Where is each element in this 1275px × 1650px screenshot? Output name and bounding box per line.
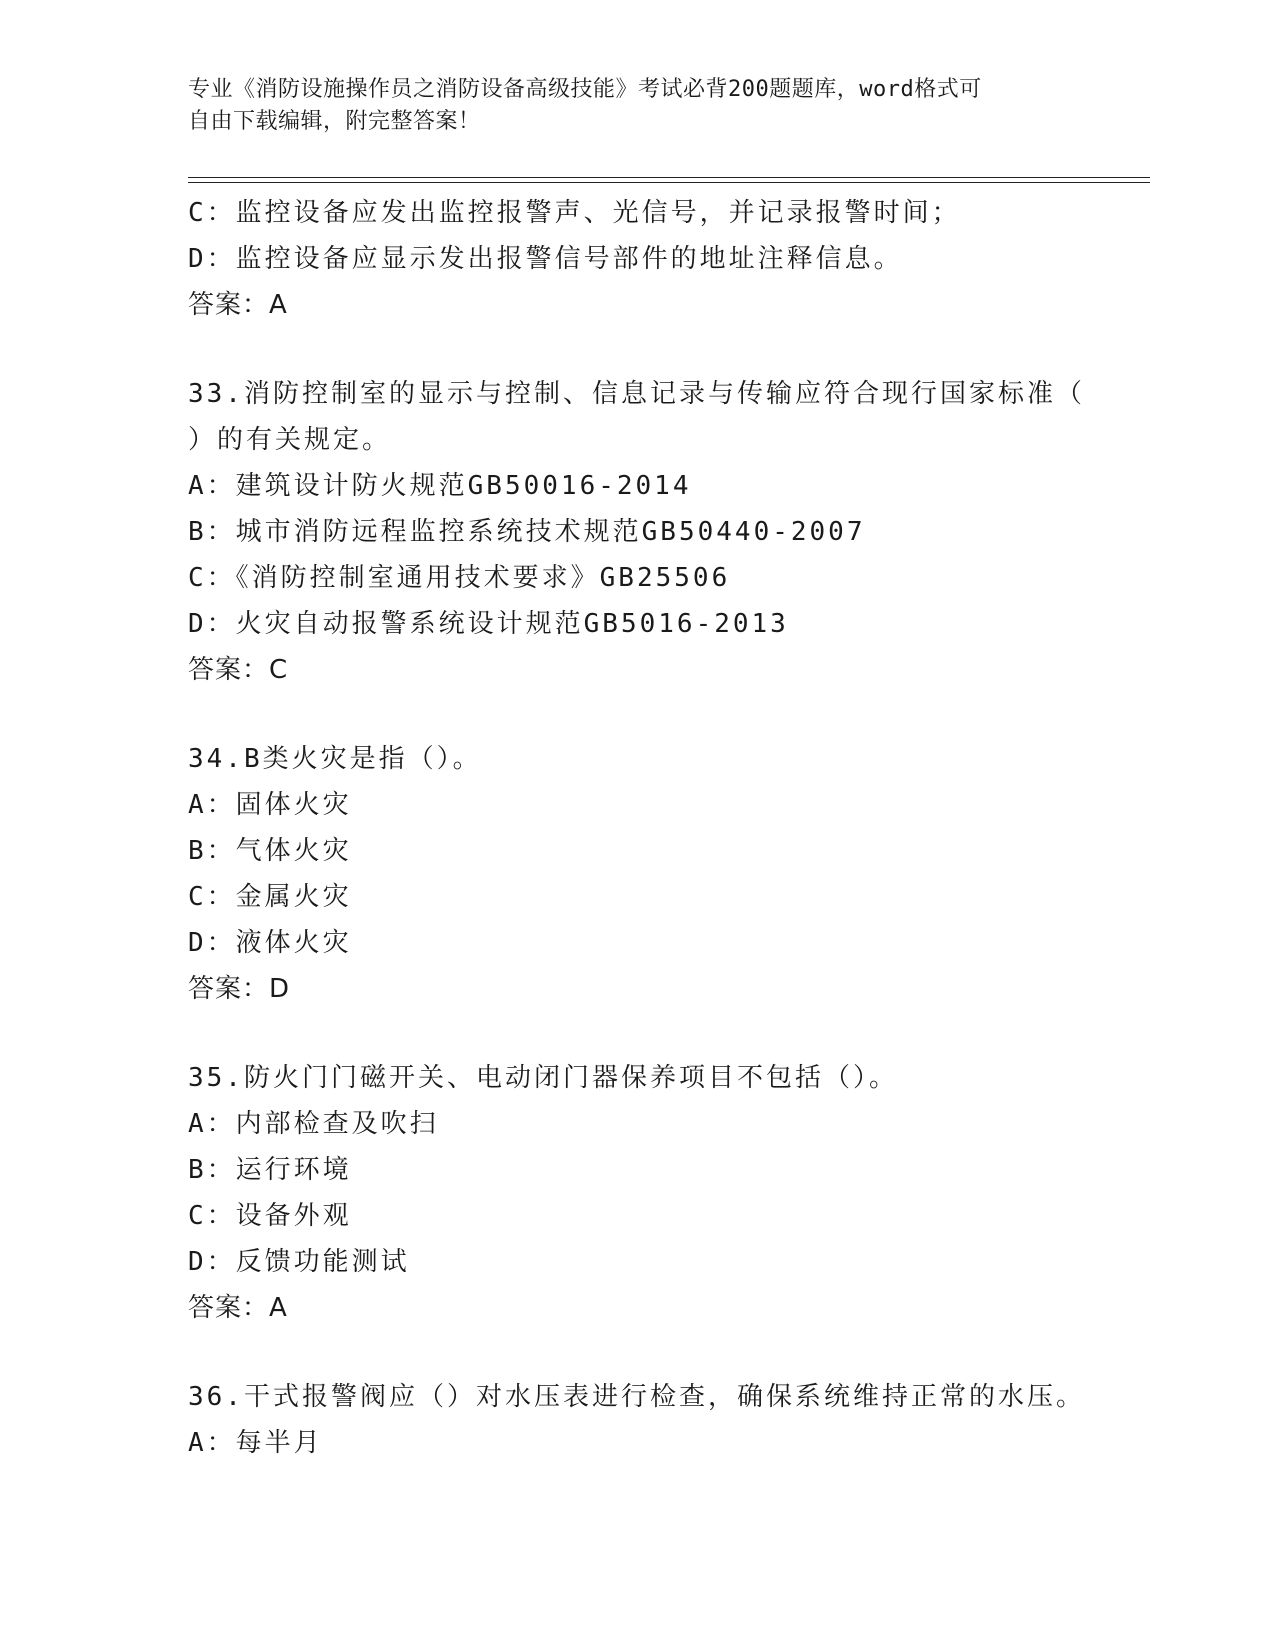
option-b: B：城市消防远程监控系统技术规范GB50440-2007 bbox=[188, 517, 866, 547]
option-a: A：每半月 bbox=[188, 1428, 323, 1458]
question-33 bbox=[188, 371, 1108, 693]
answer-line: 答案：C bbox=[188, 655, 289, 685]
option-b: B：运行环境 bbox=[188, 1155, 352, 1185]
header-divider-top bbox=[188, 177, 1150, 178]
question-34 bbox=[188, 736, 1108, 1012]
option-b: B：气体火灾 bbox=[188, 836, 352, 866]
option-d: D：火灾自动报警系统设计规范GB5016-2013 bbox=[188, 609, 789, 639]
option-d: D：液体火灾 bbox=[188, 928, 352, 958]
answer-line: 答案：A bbox=[188, 1293, 288, 1323]
option-d: D：监控设备应显示发出报警信号部件的地址注释信息。 bbox=[188, 244, 903, 274]
question-stem: 33.消防控制室的显示与控制、信息记录与传输应符合现行国家标准（ bbox=[188, 379, 1085, 409]
question-35 bbox=[188, 1055, 1108, 1331]
header-line-1: 专业《消防设施操作员之消防设备高级技能》考试必背200题题库，word格式可 bbox=[188, 77, 982, 102]
question-36 bbox=[188, 1374, 1108, 1466]
answer-line: 答案：D bbox=[188, 974, 291, 1004]
question-stem: 35.防火门门磁开关、电动闭门器保养项目不包括（）。 bbox=[188, 1063, 898, 1093]
header-line-2: 自由下载编辑，附完整答案！ bbox=[188, 109, 481, 134]
header-divider-bottom bbox=[188, 182, 1150, 183]
previous-question-tail bbox=[188, 190, 1108, 328]
question-stem: 36.干式报警阀应（）对水压表进行检查，确保系统维持正常的水压。 bbox=[188, 1382, 1085, 1412]
question-stem-continued: ）的有关规定。 bbox=[188, 425, 392, 455]
question-stem: 34.B类火灾是指（）。 bbox=[188, 744, 482, 774]
document-header bbox=[188, 74, 1088, 138]
option-a: A：建筑设计防火规范GB50016-2014 bbox=[188, 471, 692, 501]
option-d: D：反馈功能测试 bbox=[188, 1247, 410, 1277]
answer-line: 答案：A bbox=[188, 290, 288, 320]
document-body bbox=[188, 190, 1108, 1466]
option-a: A：内部检查及吹扫 bbox=[188, 1109, 439, 1139]
option-c: C：设备外观 bbox=[188, 1201, 352, 1231]
option-c: C：监控设备应发出监控报警声、光信号，并记录报警时间； bbox=[188, 198, 961, 228]
option-a: A：固体火灾 bbox=[188, 790, 352, 820]
option-c: C：金属火灾 bbox=[188, 882, 352, 912]
option-c: C：《消防控制室通用技术要求》GB25506 bbox=[188, 563, 731, 593]
